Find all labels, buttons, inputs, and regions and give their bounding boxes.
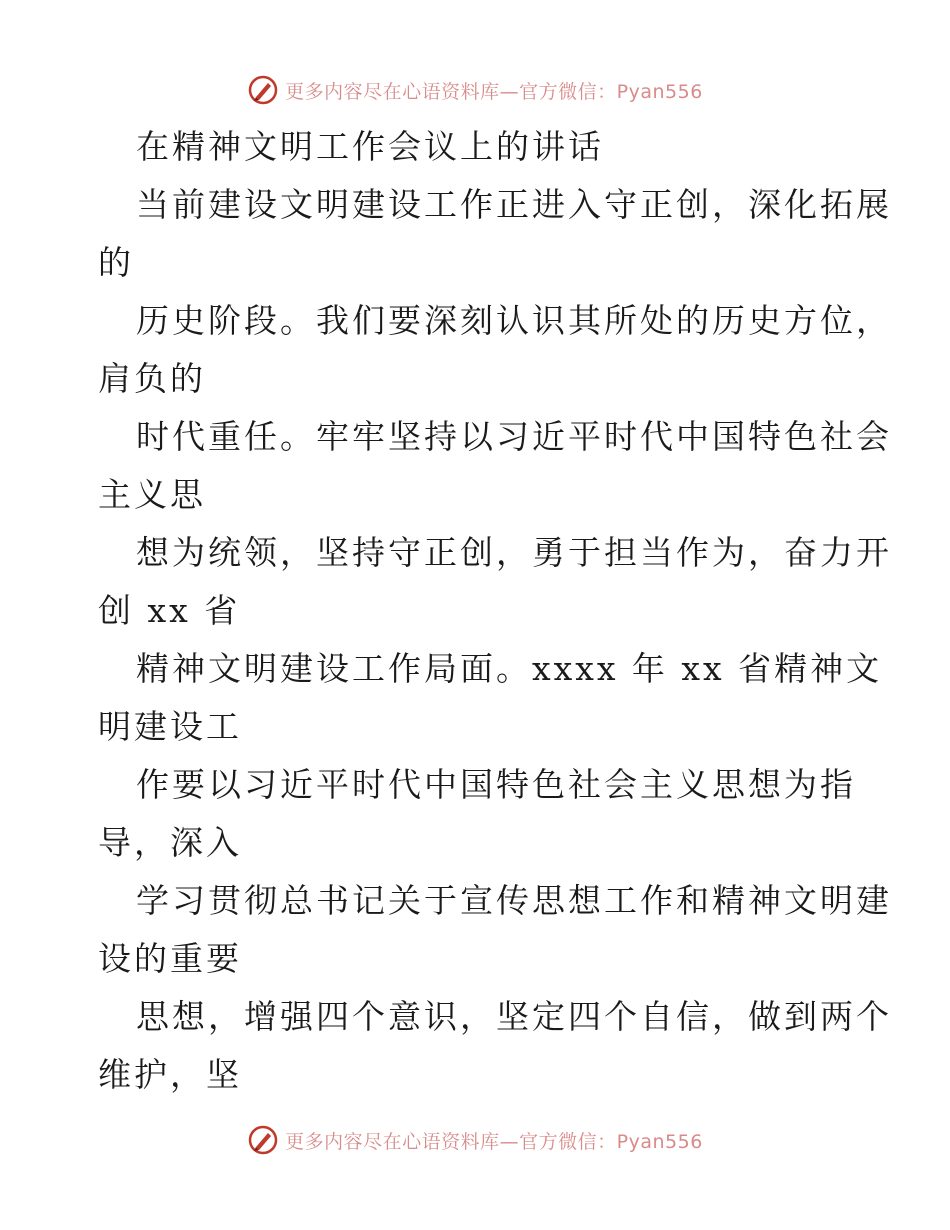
- text-line: 主义思: [98, 475, 206, 514]
- pen-logo-icon: [247, 1124, 279, 1156]
- text-line: 想为统领，坚持守正创，勇于担当作为，奋力开: [136, 533, 892, 572]
- watermark-text: 更多内容尽在心语资料库—官方微信：Pyan556: [285, 80, 703, 103]
- text-line: 作要以习近平时代中国特色社会主义思想为指: [136, 765, 856, 804]
- text-line: 的: [98, 243, 134, 282]
- text-line: 时代重任。牢牢坚持以习近平时代中国特色社会: [136, 417, 892, 456]
- text-line: 历史阶段。我们要深刻认识其所处的历史方位，: [136, 301, 892, 340]
- header-watermark: [0, 70, 950, 110]
- pen-logo-icon: [247, 74, 279, 106]
- text-line: 导，深入: [98, 823, 242, 862]
- text-line: 学习贯彻总书记关于宣传思想工作和精神文明建: [136, 881, 892, 920]
- text-line: 维护，坚: [98, 1055, 242, 1094]
- document-title: 在精神文明工作会议上的讲话: [136, 127, 604, 166]
- text-line: 设的重要: [98, 939, 242, 978]
- document-body: [98, 118, 892, 1104]
- text-line: 思想，增强四个意识，坚定四个自信，做到两个: [136, 997, 892, 1036]
- text-line: 创 xx 省: [98, 591, 241, 630]
- watermark-text: 更多内容尽在心语资料库—官方微信：Pyan556: [285, 1130, 703, 1153]
- footer-watermark: [0, 1120, 950, 1160]
- text-line: 当前建设文明建设工作正进入守正创，深化拓展: [136, 185, 892, 224]
- text-line: 肩负的: [98, 359, 206, 398]
- text-line: 明建设工: [98, 707, 242, 746]
- text-line: 精神文明建设工作局面。xxxx 年 xx 省精神文: [136, 649, 883, 688]
